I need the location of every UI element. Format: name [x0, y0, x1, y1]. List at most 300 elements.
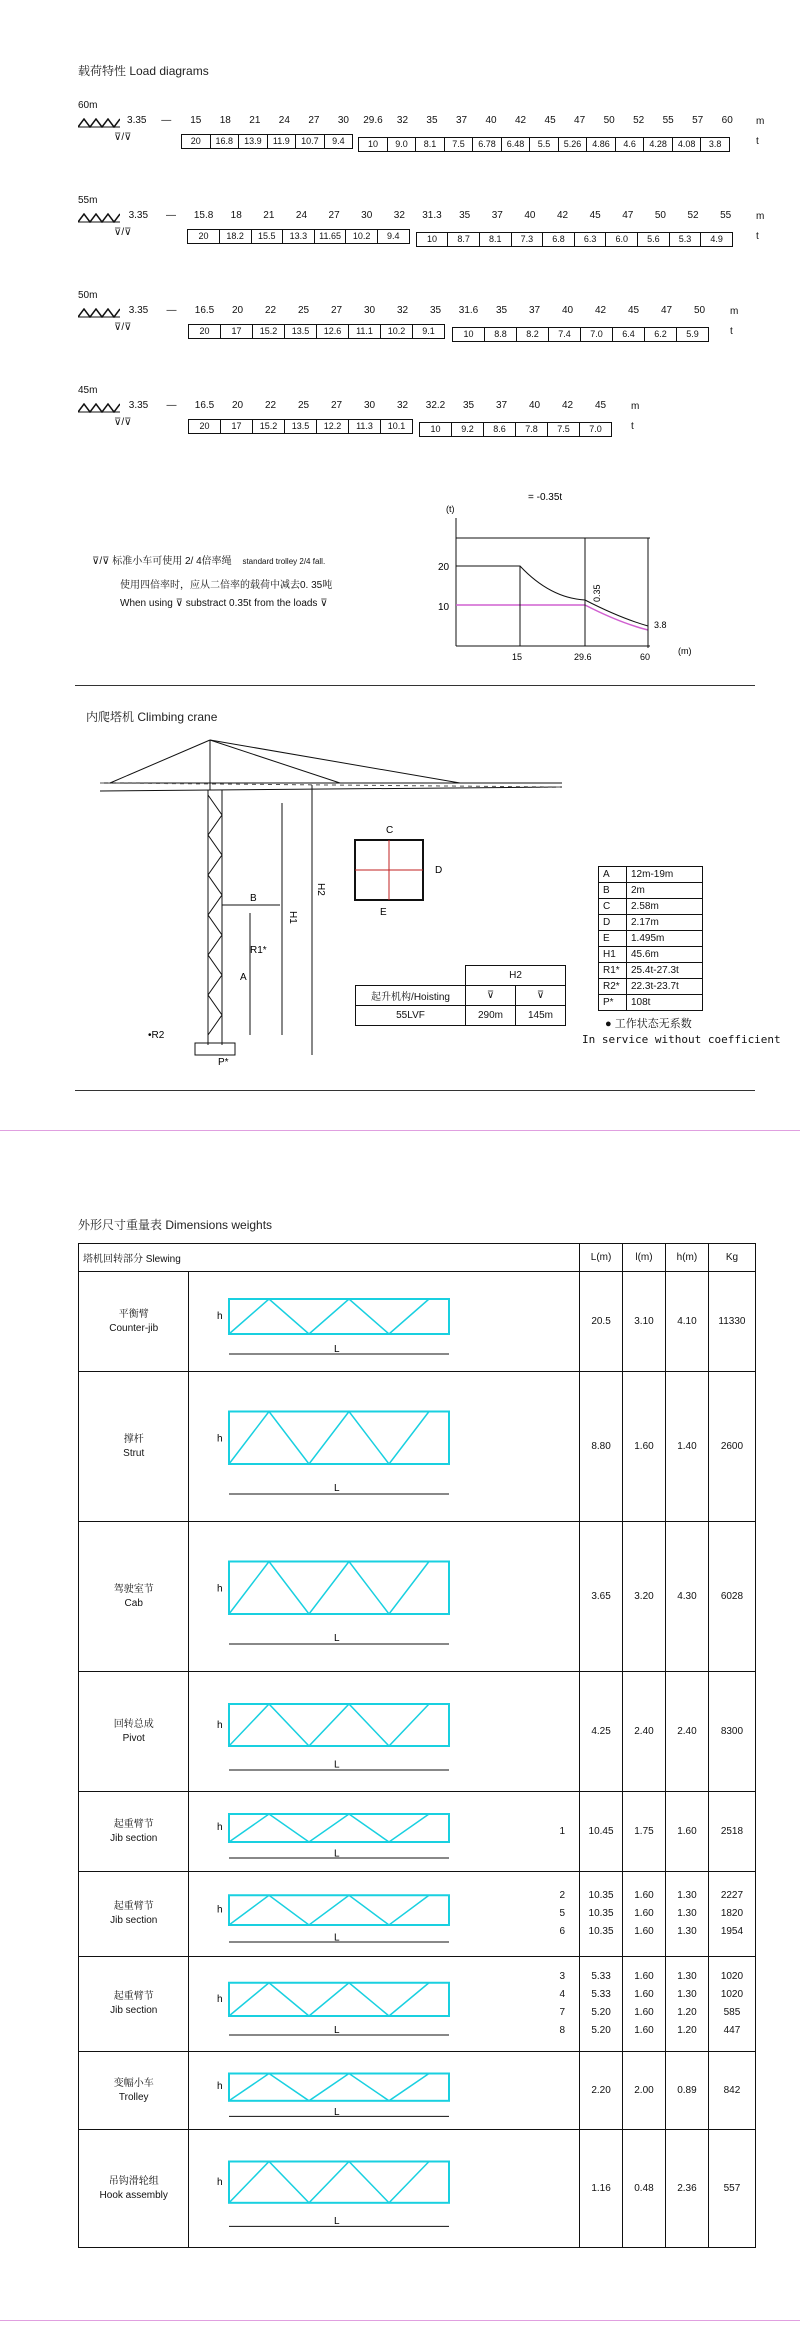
cell-h: 2.36 — [677, 2182, 697, 2194]
distance-value: — — [161, 115, 172, 126]
distance-value: 30 — [363, 305, 376, 316]
part-name: 平衡臂 Counter-jib — [79, 1272, 189, 1372]
spec-key: C — [599, 899, 627, 915]
table-row — [79, 1272, 756, 1372]
distance-value: 37 — [455, 115, 468, 126]
section-index: 8 — [559, 2025, 566, 2036]
load-cell: 11.9 — [267, 134, 297, 149]
part-drawing — [189, 1872, 580, 1957]
cell-l: 1.60 — [634, 2025, 654, 2036]
spec-key: H1 — [599, 947, 627, 963]
distance-value: 24 — [295, 210, 308, 221]
unit-m: m — [631, 401, 640, 412]
distance-value: — — [165, 210, 176, 221]
distances — [122, 115, 742, 129]
distance-value: 21 — [263, 210, 275, 221]
cell-h: 1.20 — [677, 2025, 697, 2036]
load-values — [188, 419, 412, 434]
load-cell: 17 — [220, 419, 253, 434]
jib-length: 45m — [78, 385, 98, 396]
distance-value: 45 — [594, 400, 607, 411]
distances — [122, 400, 742, 414]
spec-value: 2.17m — [627, 915, 703, 931]
cell-l: 1.60 — [634, 1926, 654, 1937]
load-cell: 6.8 — [542, 232, 575, 247]
part-drawing — [189, 2130, 580, 2248]
load-cell: 12.2 — [316, 419, 349, 434]
distance-value: 55 — [662, 115, 674, 126]
cell-l: 2.00 — [634, 2084, 654, 2096]
note-line-1: ⊽/⊽ 标准小车可使用 2/ 4倍率绳 standard trolley 2/4 fall. — [92, 556, 326, 567]
cell-L: 4.25 — [591, 1725, 611, 1737]
load-cell: 15.5 — [251, 229, 284, 244]
load-cell: 7.8 — [515, 422, 548, 437]
load-cell: 8.8 — [484, 327, 517, 342]
divider — [75, 685, 755, 686]
hoist-v1: 290m — [466, 1006, 516, 1026]
load-cell: 13.5 — [284, 419, 317, 434]
distance-value: 42 — [556, 210, 569, 221]
dim-h: h — [217, 1583, 223, 1594]
section-index: 6 — [559, 1926, 566, 1937]
load-diagrams-title: 载荷特性 Load diagrams — [78, 64, 209, 78]
dim-h: h — [217, 1719, 223, 1731]
distance-value: 25 — [297, 400, 310, 411]
load-values-2 — [419, 422, 611, 437]
cell-h: 1.60 — [677, 1825, 697, 1837]
section-index: 7 — [559, 2007, 566, 2018]
load-cell: 10.2 — [380, 324, 413, 339]
load-cell: 10.7 — [295, 134, 325, 149]
col-l: l(m) — [623, 1244, 666, 1272]
load-cell: 10 — [452, 327, 485, 342]
cell-L: 10.35 — [588, 1890, 614, 1901]
spec-note-cn: ● 工作状态无系数 — [605, 1018, 692, 1030]
jib-length: 60m — [78, 100, 98, 111]
distance-value: 35 — [426, 115, 438, 126]
note-line-2: 使用四倍率时，应从二倍率的载荷中减去0. 35吨 — [120, 580, 333, 591]
load-cell: 10.2 — [345, 229, 378, 244]
spec-note-en: In service without coefficient — [582, 1033, 781, 1046]
load-cell: 10.1 — [380, 419, 413, 434]
table-row — [79, 2130, 756, 2248]
spec-key: R1* — [599, 963, 627, 979]
col-L: L(m) — [580, 1244, 623, 1272]
cell-L: 5.33 — [591, 1971, 611, 1982]
cell-l: 1.60 — [634, 1890, 654, 1901]
distance-value: 50 — [654, 210, 666, 221]
cell-h: 1.30 — [677, 1926, 697, 1937]
distance-value: 18 — [230, 210, 242, 221]
load-cell: 7.5 — [547, 422, 580, 437]
distances — [122, 305, 742, 319]
note-line-3: When using ⊽ substract 0.35t from the loads ⊽ — [120, 598, 328, 609]
spec-value: 25.4t-27.3t — [627, 963, 703, 979]
label-C: C — [386, 825, 394, 836]
unit-t: t — [730, 326, 733, 337]
cell-L: 3.65 — [591, 1590, 611, 1602]
table-row — [79, 1372, 756, 1522]
dim-h: h — [217, 1310, 223, 1322]
page-break — [0, 2320, 800, 2321]
distance-value: — — [166, 400, 177, 411]
load-cell: 4.9 — [700, 232, 733, 247]
graph-y10: 10 — [438, 602, 450, 613]
part-name: 变幅小车 Trolley — [79, 2052, 189, 2130]
distance-value: 31.3 — [422, 210, 442, 221]
load-cell: 11.65 — [314, 229, 347, 244]
cell-l: 3.20 — [634, 1590, 654, 1602]
graph-v035: 0.35 — [592, 584, 602, 602]
part-name: 驾驶室节 Cab — [79, 1522, 189, 1672]
cell-L: 5.33 — [591, 1989, 611, 2000]
hook-icons: ⊽/⊽ — [114, 322, 132, 333]
distance-value: 60 — [721, 115, 733, 126]
load-cell: 9.0 — [387, 137, 417, 152]
table-row — [79, 2052, 756, 2130]
distance-value: 22 — [264, 305, 277, 316]
distance-value: 35 — [462, 400, 475, 411]
load-cell: 9.4 — [377, 229, 410, 244]
climbing-spec-table — [598, 866, 703, 1011]
part-name: 起重臂节 Jib section — [79, 1957, 189, 2052]
load-cell: 6.78 — [472, 137, 502, 152]
load-cell: 10 — [358, 137, 388, 152]
dim-L: L — [334, 1343, 340, 1355]
cell-l: 3.10 — [634, 1315, 654, 1327]
load-cell: 7.0 — [579, 422, 612, 437]
distance-value: 37 — [491, 210, 503, 221]
distance-value: 15 — [190, 115, 202, 126]
cell-h: 1.30 — [677, 1890, 697, 1901]
load-row — [78, 195, 768, 275]
distance-value: 50 — [603, 115, 615, 126]
divider — [75, 1090, 755, 1091]
spec-key: E — [599, 931, 627, 947]
cell-L: 1.16 — [591, 2182, 611, 2194]
cell-h: 1.30 — [677, 1989, 697, 2000]
hoist-h2: H2 — [466, 966, 566, 986]
distance-value: 40 — [561, 305, 574, 316]
spec-value: 45.6m — [627, 947, 703, 963]
load-cell: 6.4 — [612, 327, 645, 342]
load-cell: 7.5 — [444, 137, 474, 152]
distance-value: 24 — [278, 115, 290, 126]
dim-L: L — [334, 2215, 340, 2227]
table-row — [79, 1872, 756, 1957]
load-values — [188, 324, 444, 339]
distance-value: 30 — [361, 210, 373, 221]
distance-value: 50 — [693, 305, 706, 316]
load-cell: 4.6 — [615, 137, 645, 152]
cell-kg: 447 — [723, 2025, 741, 2036]
spec-value: 2m — [627, 883, 703, 899]
load-cell: 7.0 — [580, 327, 613, 342]
load-cell: 4.08 — [672, 137, 702, 152]
part-name: 起重臂节 Jib section — [79, 1872, 189, 1957]
graph-x60: 60 — [640, 652, 651, 662]
cell-h: 4.30 — [677, 1590, 697, 1602]
climbing-crane-title: 内爬塔机 Climbing crane — [86, 710, 218, 724]
load-cell: 5.9 — [676, 327, 709, 342]
load-cell: 9.2 — [451, 422, 484, 437]
distance-value: 27 — [328, 210, 340, 221]
distance-value: 27 — [330, 400, 343, 411]
load-cell: 15.2 — [252, 419, 285, 434]
distance-value: 32 — [396, 115, 409, 126]
load-cell: 8.7 — [447, 232, 480, 247]
distance-value: 35 — [495, 305, 508, 316]
label-E: E — [380, 907, 387, 918]
distance-value: 21 — [249, 115, 261, 126]
jib-length: 50m — [78, 290, 98, 301]
load-cell: 8.1 — [479, 232, 512, 247]
label-H1: H1 — [287, 911, 298, 924]
spec-key: R2* — [599, 979, 627, 995]
dim-h: h — [217, 1821, 223, 1833]
truss-icon — [78, 308, 120, 318]
load-cell: 13.3 — [282, 229, 315, 244]
part-name: 起重臂节 Jib section — [79, 1792, 189, 1872]
distance-value: 25 — [297, 305, 310, 316]
load-cell: 6.3 — [574, 232, 607, 247]
part-drawing — [189, 1672, 580, 1792]
distance-value: 30 — [363, 400, 376, 411]
spec-value: 108t — [627, 995, 703, 1011]
distance-value: 3.35 — [128, 210, 149, 221]
spec-key: B — [599, 883, 627, 899]
load-row — [78, 100, 768, 180]
graph-v38: 3.8 — [654, 620, 667, 630]
part-drawing — [189, 2052, 580, 2130]
distance-value: 57 — [692, 115, 704, 126]
spec-value: 1.495m — [627, 931, 703, 947]
distance-value: 40 — [528, 400, 541, 411]
cell-kg: 1820 — [720, 1908, 744, 1919]
cell-kg: 2227 — [720, 1890, 744, 1901]
page-break — [0, 1130, 800, 1131]
distance-value: 45 — [627, 305, 640, 316]
load-cell: 10 — [419, 422, 452, 437]
cell-L: 5.20 — [591, 2025, 611, 2036]
cell-h: 4.10 — [677, 1315, 697, 1327]
label-P: P* — [218, 1057, 229, 1068]
load-cell: 17 — [220, 324, 253, 339]
cell-l: 1.75 — [634, 1825, 654, 1837]
load-cell: 6.48 — [501, 137, 531, 152]
cell-L: 10.35 — [588, 1926, 614, 1937]
part-drawing — [189, 1372, 580, 1522]
col-slewing: 塔机回转部分 Slewing — [79, 1244, 580, 1272]
distance-value: 40 — [524, 210, 536, 221]
distance-value: 3.35 — [128, 400, 149, 411]
spec-key: P* — [599, 995, 627, 1011]
load-cell: 8.2 — [516, 327, 549, 342]
hook-icons: ⊽/⊽ — [114, 132, 132, 143]
dim-h: h — [217, 2080, 223, 2092]
hook-icon: ⊽ — [175, 598, 183, 609]
load-cell: 8.6 — [483, 422, 516, 437]
distance-value: 3.35 — [127, 115, 147, 126]
cell-h: 1.40 — [677, 1440, 697, 1452]
distance-value: 27 — [308, 115, 320, 126]
cell-h: 1.20 — [677, 2007, 697, 2018]
unit-m: m — [756, 116, 765, 127]
distance-value: 20 — [231, 305, 244, 316]
graph-x29: 29.6 — [574, 652, 592, 662]
cell-l: 2.40 — [634, 1725, 654, 1737]
distance-value: 32.2 — [425, 400, 446, 411]
load-cell: 13.5 — [284, 324, 317, 339]
cell-kg: 1954 — [720, 1926, 744, 1937]
distance-value: 16.5 — [194, 400, 215, 411]
part-drawing — [189, 1272, 580, 1372]
graph-xunit: (m) — [678, 646, 692, 656]
distance-value: 42 — [514, 115, 527, 126]
label-R1: R1* — [250, 945, 267, 956]
table-row — [79, 1792, 756, 1872]
col-kg: Kg — [708, 1244, 755, 1272]
cell-l: 1.60 — [634, 1908, 654, 1919]
distance-value: 32 — [396, 305, 409, 316]
distance-value: 55 — [720, 210, 732, 221]
cell-l: 1.60 — [634, 1440, 654, 1452]
load-cell: 6.0 — [605, 232, 638, 247]
cell-L: 10.45 — [588, 1825, 614, 1837]
spec-value: 12m-19m — [627, 867, 703, 883]
label-D: D — [435, 865, 443, 876]
hoist-v2: 145m — [516, 1006, 566, 1026]
cell-l: 0.48 — [634, 2182, 654, 2194]
cell-L: 8.80 — [591, 1440, 611, 1452]
table-row — [79, 1672, 756, 1792]
part-drawing — [189, 1957, 580, 2052]
load-cell: 20 — [188, 419, 221, 434]
cell-h: 1.30 — [677, 1908, 697, 1919]
table-row — [79, 1957, 756, 2052]
distance-value: 32 — [393, 210, 405, 221]
load-cell: 9.1 — [412, 324, 445, 339]
spec-key: A — [599, 867, 627, 883]
unit-t: t — [631, 421, 634, 432]
hook4-icon: ⊽ — [516, 986, 566, 1006]
load-note — [92, 552, 422, 622]
section-index: 3 — [559, 1971, 566, 1982]
hook-icons: ⊽/⊽ — [114, 227, 132, 238]
cell-kg: 1020 — [720, 1989, 744, 2000]
load-values — [181, 134, 352, 149]
label-R2: •R2 — [148, 1030, 165, 1041]
load-cell: 20 — [187, 229, 220, 244]
dim-L: L — [334, 1632, 340, 1644]
distance-value: — — [166, 305, 177, 316]
load-values — [187, 229, 408, 244]
dim-L: L — [334, 1847, 340, 1859]
cell-kg: 557 — [723, 2182, 741, 2194]
truss-icon — [78, 118, 120, 128]
distance-value: 31.6 — [458, 305, 479, 316]
jib-length: 55m — [78, 195, 98, 206]
distance-value: 47 — [660, 305, 673, 316]
cell-kg: 2600 — [720, 1440, 744, 1452]
load-cell: 13.9 — [238, 134, 268, 149]
cell-L: 2.20 — [591, 2084, 611, 2096]
load-cell: 10 — [416, 232, 449, 247]
load-cell: 15.2 — [252, 324, 285, 339]
label-A: A — [240, 972, 247, 983]
dimensions-table — [78, 1243, 756, 2248]
section-index: 1 — [559, 1825, 566, 1837]
spec-value: 2.58m — [627, 899, 703, 915]
load-values-2 — [452, 327, 708, 342]
load-row — [78, 290, 768, 370]
cell-kg: 6028 — [720, 1590, 744, 1602]
load-cell: 5.26 — [558, 137, 588, 152]
distance-value: 32 — [396, 400, 409, 411]
spec-key: D — [599, 915, 627, 931]
distance-value: 18 — [219, 115, 231, 126]
spec-value: 22.3t-23.7t — [627, 979, 703, 995]
distance-value: 3.35 — [128, 305, 149, 316]
hook-icons: ⊽/⊽ — [114, 417, 132, 428]
load-cell: 7.3 — [511, 232, 544, 247]
truss-icon — [78, 213, 120, 223]
cell-kg: 842 — [723, 2084, 741, 2096]
load-cell: 20 — [188, 324, 221, 339]
distance-value: 40 — [485, 115, 497, 126]
hoist-label: 起升机构/Hoisting — [356, 986, 466, 1006]
cell-h: 0.89 — [677, 2084, 697, 2096]
distance-value: 27 — [330, 305, 343, 316]
distance-value: 35 — [429, 305, 442, 316]
distance-value: 29.6 — [363, 115, 383, 126]
distance-value: 47 — [574, 115, 586, 126]
unit-t: t — [756, 136, 759, 147]
hoist-model: 55LVF — [356, 1006, 466, 1026]
cell-l: 1.60 — [634, 1989, 654, 2000]
load-values-2 — [358, 137, 729, 152]
distance-value: 45 — [544, 115, 556, 126]
col-h: h(m) — [665, 1244, 708, 1272]
distance-value: 42 — [594, 305, 607, 316]
cell-kg: 1020 — [720, 1971, 744, 1982]
distance-value: 16.5 — [194, 305, 215, 316]
graph-y20: 20 — [438, 562, 450, 573]
unit-t: t — [756, 231, 759, 242]
cell-kg: 8300 — [720, 1725, 744, 1737]
hook2-icon: ⊽ — [466, 986, 516, 1006]
cell-L: 5.20 — [591, 2007, 611, 2018]
dim-h: h — [217, 1903, 223, 1915]
cell-kg: 11330 — [718, 1315, 746, 1327]
load-cell: 11.3 — [348, 419, 381, 434]
load-cell: 18.2 — [219, 229, 252, 244]
load-graph — [420, 488, 710, 663]
section-index: 4 — [559, 1989, 566, 2000]
hoisting-table — [355, 965, 566, 1026]
dim-h: h — [217, 1993, 223, 2005]
distance-value: 37 — [528, 305, 541, 316]
dim-h: h — [217, 1433, 223, 1444]
load-cell: 20 — [181, 134, 211, 149]
part-drawing — [189, 1792, 580, 1872]
dim-L: L — [334, 1482, 340, 1494]
part-name: 回转总成 Pivot — [79, 1672, 189, 1792]
load-row — [78, 385, 768, 465]
dimensions-title: 外形尺寸重量表 Dimensions weights — [78, 1218, 273, 1232]
load-cell: 5.3 — [669, 232, 702, 247]
dim-L: L — [334, 1759, 340, 1771]
